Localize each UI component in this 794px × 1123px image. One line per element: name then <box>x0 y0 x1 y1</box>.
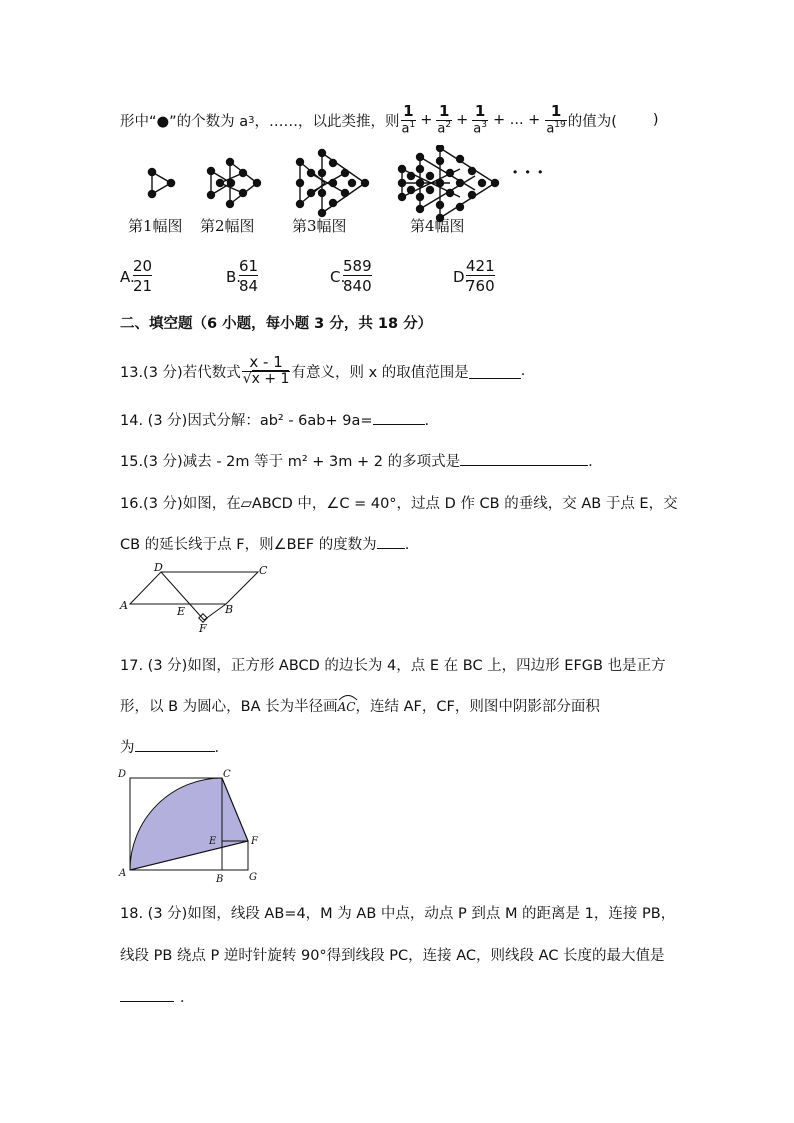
question-17-line1: 17. (3 分)如图，正方形 ABCD 的边长为 4，点 E 在 BC 上，四边形 EFGB 也是正方 <box>120 658 666 674</box>
question-16-line1: 16.(3 分)如图，在▱ABCD 中，∠C = 40°，过点 D 作 CB 的垂线，交 AB 于点 E，交 <box>120 496 678 512</box>
point-label-c: C <box>259 564 268 577</box>
question-18-line3: ． <box>120 986 195 1007</box>
section-heading: 二、填空题（6 小题，每小题 3 分，共 18 分） <box>120 316 433 332</box>
q12-text-a: 形中“●”的个数为 a <box>120 113 249 130</box>
dot-pattern-figure <box>120 145 560 240</box>
point-label-b: B <box>225 603 234 616</box>
square-shaded-figure <box>116 764 266 886</box>
point-label-d: D <box>118 769 127 780</box>
pattern-figure-1 <box>148 168 174 197</box>
plus-sign: + <box>456 112 469 128</box>
q12-text-d: ) <box>652 112 659 128</box>
figure-label-1: 第1幅图 <box>128 217 183 235</box>
pattern-figure-3 <box>297 150 369 217</box>
question-18-line2: 线段 PB 绕点 P 逆时针旋转 90°得到线段 PC，连接 AC，则线段 AC 长度的最大值是 <box>120 948 665 964</box>
option-a[interactable]: A. 20 21 <box>120 257 153 295</box>
point-label-d: D <box>154 562 163 574</box>
option-b[interactable]: B. 61 84 <box>226 257 259 295</box>
fraction-2: $\frac{1}{a^2}$ <box>437 102 452 137</box>
figure-label-3: 第3幅图 <box>292 217 347 235</box>
point-label-f: F <box>251 836 258 847</box>
point-label-e: E <box>209 836 217 847</box>
option-d[interactable]: D. 421 760 <box>453 257 495 295</box>
point-label-a: A <box>119 868 127 879</box>
question-18-line1: 18. (3 分)如图，线段 AB=4，M 为 AB 中点，动点 P 到点 M 的距离是 1，连接 PB， <box>120 906 676 922</box>
pattern-ellipsis: · · · <box>512 162 544 183</box>
point-label-e: E <box>177 605 186 618</box>
arc-ac-notation: AC <box>338 700 356 714</box>
answer-blank-13[interactable] <box>469 364 521 379</box>
question-15: 15.(3 分)减去 - 2m 等于 m² + 3m + 2 的多项式是 . <box>120 450 593 471</box>
figure-label-2: 第2幅图 <box>200 217 255 235</box>
point-label-a: A <box>120 599 128 612</box>
answer-blank-14[interactable] <box>373 410 425 425</box>
question-17-line2: 形，以 B 为圆心，BA 长为半径画AC ，连结 AF，CF，则图中阴影部分面积 <box>120 695 600 716</box>
q13-pre: 13.(3 分)若代数式 <box>120 364 241 381</box>
point-label-b: B <box>216 874 224 885</box>
point-label-c: C <box>223 769 231 780</box>
answer-blank-15[interactable] <box>460 451 588 466</box>
pattern-figure-2 <box>208 159 261 208</box>
question-12-continuation <box>120 98 659 142</box>
plus-sign: + <box>420 112 433 128</box>
ellipsis-plus: + ... + <box>492 112 541 128</box>
fraction-1: $\frac{1}{a^1}$ <box>401 102 416 137</box>
point-label-g: G <box>249 872 257 883</box>
option-c[interactable]: C. 589 840 <box>330 257 372 295</box>
question-16-line2: CB 的延长线于点 F，则∠BEF 的度数为 . <box>120 533 409 554</box>
q12-sub: 3 <box>248 114 255 126</box>
answer-blank-17[interactable] <box>135 737 215 752</box>
q13-fraction: $\frac{x - 1}{√x + 1}$ <box>242 353 290 388</box>
question-17-line3: 为 ． <box>120 736 229 757</box>
q13-post: 有意义，则 x 的取值范围是 <box>291 364 469 381</box>
parallelogram-figure <box>118 562 283 637</box>
q12-text-c: 的值为( <box>567 113 617 130</box>
fraction-4: $\frac{1}{a^{19}}$ <box>546 102 566 137</box>
pattern-figure-4 <box>399 145 499 222</box>
q12-text-b: ，……，以此类推，则 <box>254 113 400 130</box>
question-13: 13.(3 分)若代数式 $\frac{x - 1}{√x + 1}$ 有意义，则 x 的取值范围是 . <box>120 353 526 388</box>
fraction-3: $\frac{1}{a^3}$ <box>473 102 487 137</box>
point-label-f: F <box>199 622 207 635</box>
answer-blank-16[interactable] <box>377 534 405 549</box>
answer-blank-18[interactable] <box>120 987 174 1002</box>
question-14: 14. (3 分)因式分解：ab² - 6ab+ 9a= . <box>120 409 429 430</box>
figure-label-4: 第4幅图 <box>410 217 465 235</box>
